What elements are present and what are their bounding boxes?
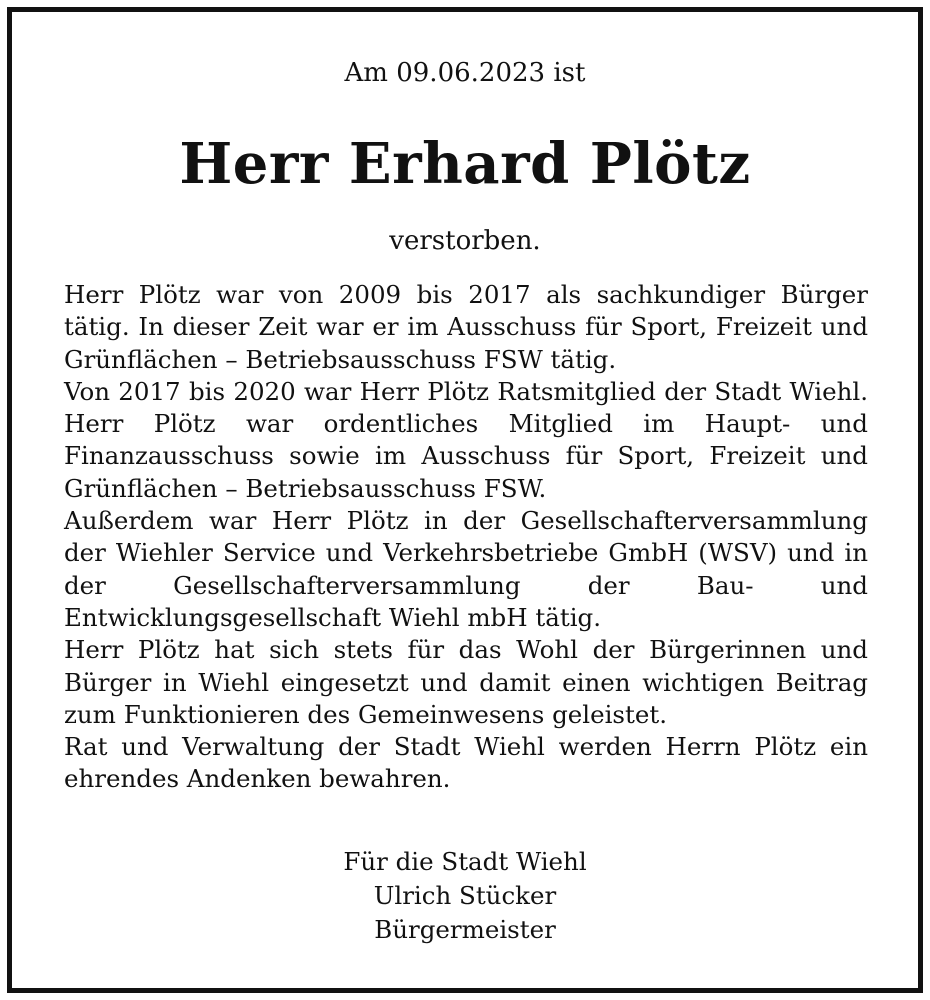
- deceased-name: Herr Erhard Plötz: [179, 131, 751, 197]
- signature-name: Ulrich Stücker: [373, 881, 557, 910]
- paragraph-career: Herr Plötz war von 2009 bis 2017 als sachkundiger Bürger tätig. In dieser Zeit war er im Ausschuss für Sport, Freizeit und Grünflächen – Betriebsausschuss FSW tätig.: [64, 280, 868, 374]
- signature-organization: Für die Stadt Wiehl: [343, 847, 587, 876]
- paragraph-remembrance: Rat und Verwaltung der Stadt Wiehl werden Herrn Plötz ein ehrendes Andenken bewahren.: [64, 732, 868, 794]
- signature-title: Bürgermeister: [374, 915, 556, 944]
- signature-block: [0, 845, 930, 947]
- intro-line: Am 09.06.2023 ist: [344, 58, 586, 88]
- outro-line: verstorben.: [389, 226, 541, 256]
- paragraph-commitment: Herr Plötz hat sich stets für das Wohl der Bürgerinnen und Bürger in Wiehl eingesetzt und damit einen wichtigen Beitrag zum Funktionieren des Gemeinwesens geleistet.: [64, 635, 868, 729]
- paragraph-companies: Außerdem war Herr Plötz in der Gesellschafterversammlung der Wiehler Service und Verkehrsbetriebe GmbH (WSV) und in der Gesellschafterversammlung der Bau- und Entwicklungsgesellschaft Wiehl mbH tätig.: [64, 506, 868, 632]
- paragraph-council: Von 2017 bis 2020 war Herr Plötz Ratsmitglied der Stadt Wiehl. Herr Plötz war ordentliches Mitglied im Haupt- und Finanzausschuss sowie im Ausschuss für Sport, Freizeit und Grünflächen – Betriebsausschuss FSW.: [64, 376, 868, 503]
- notice-body: [64, 279, 868, 796]
